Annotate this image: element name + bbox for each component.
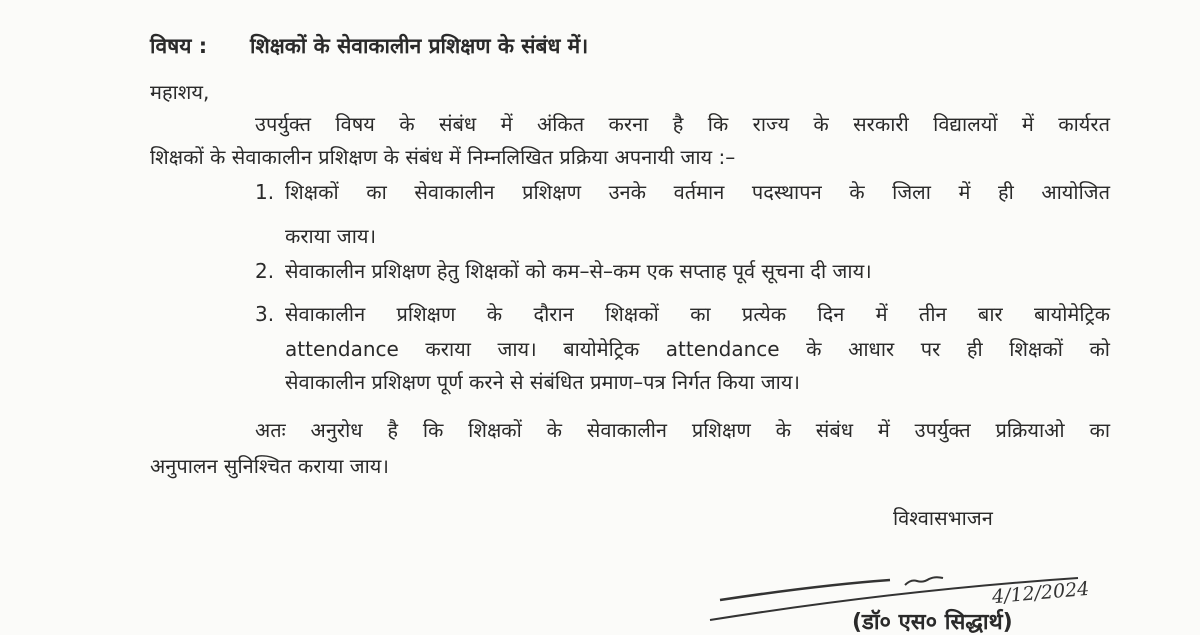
item-2-number: 2. [255, 259, 275, 283]
item-3-line-3: सेवाकालीन प्रशिक्षण पूर्ण करने से संबंधित प्रमाण–पत्र निर्गत किया जाय। [285, 370, 801, 394]
item-3-line-2: attendance कराया जाय। बायोमेट्रिक attendance के आधार पर ही शिक्षकों को [285, 337, 1110, 361]
salutation: महाशय, [150, 80, 210, 104]
signatory-name: (डॉ० एस० सिद्धार्थ) [852, 610, 1013, 635]
item-3-number: 3. [255, 302, 275, 326]
item-1-number: 1. [255, 180, 275, 204]
closing-line-1: अतः अनुरोध है कि शिक्षकों के सेवाकालीन प्रशिक्षण के संबंध में उपर्युक्त प्रक्रियाओ का [255, 418, 1110, 442]
sign-off: विश्वासभाजन [893, 506, 993, 530]
subject-line: शिक्षकों के सेवाकालीन प्रशिक्षण के संबंध में। [250, 34, 589, 58]
item-3-line-1: सेवाकालीन प्रशिक्षण के दौरान शिक्षकों का प्रत्येक दिन में तीन बार बायोमेट्रिक [285, 302, 1110, 326]
subject-label: विषय : [150, 34, 208, 58]
item-1-line-1: शिक्षकों का सेवाकालीन प्रशिक्षण उनके वर्तमान पदस्थापन के जिला में ही आयोजित [285, 180, 1110, 204]
intro-line-2: शिक्षकों के सेवाकालीन प्रशिक्षण के संबंध में निम्नलिखित प्रक्रिया अपनायी जाय :– [150, 145, 736, 169]
closing-line-2: अनुपालन सुनिश्चित कराया जाय। [150, 454, 389, 478]
item-2-line-1: सेवाकालीन प्रशिक्षण हेतु शिक्षकों को कम–से–कम एक सप्ताह पूर्व सूचना दी जाय। [285, 259, 872, 283]
signature-date: 4/12/2024 [991, 577, 1091, 609]
intro-line-1: उपर्युक्त विषय के संबंध में अंकित करना है कि राज्य के सरकारी विद्यालयों में कार्यरत [255, 112, 1110, 136]
item-1-line-2: कराया जाय। [285, 224, 377, 248]
